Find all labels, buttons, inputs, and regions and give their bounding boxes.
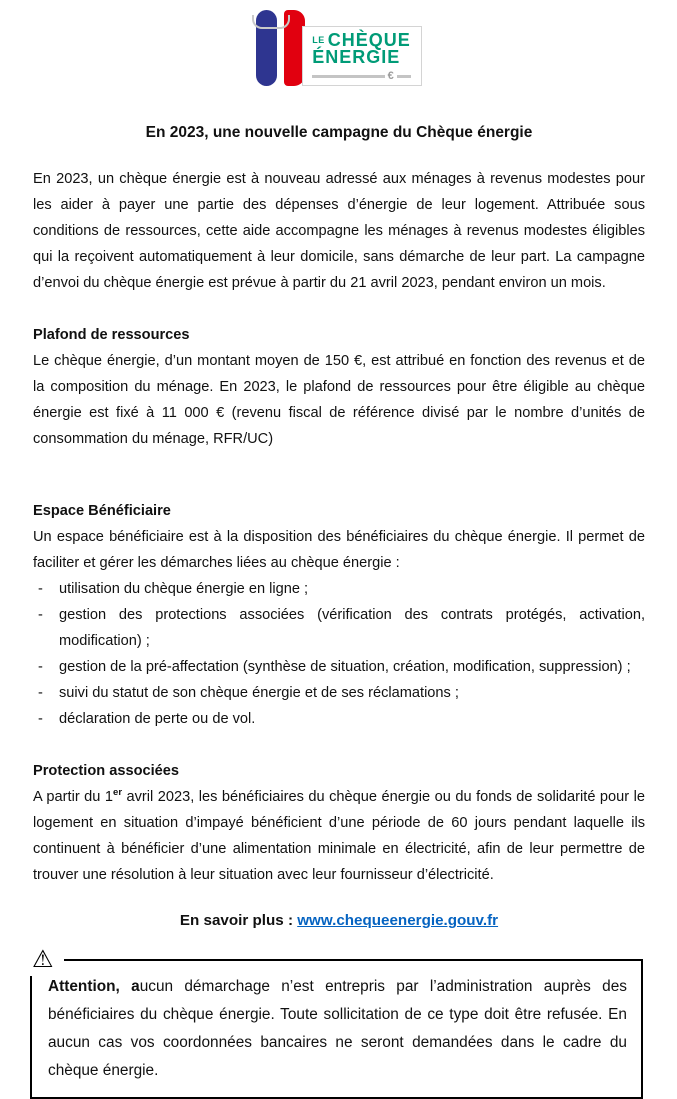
list-item-text: utilisation du chèque énergie en ligne ; bbox=[59, 581, 309, 597]
warning-bold-lead: Attention, a bbox=[48, 978, 140, 995]
plafond-paragraph: Le chèque énergie, d’un montant moyen de 150 €, est attribué en fonction des revenus et de la composition du ménage. En 2023, le plafond de ressources pour être éligible au chèque énergie est fixé à 11 000 € (revenu fiscal de référence divisé par le nombre d’unités de consommation du ménage, RFR/UC) bbox=[33, 353, 645, 447]
chequeenergie-link[interactable]: www.chequeenergie.gouv.fr bbox=[297, 912, 499, 929]
protection-paragraph bbox=[33, 784, 645, 888]
logo-rule-right bbox=[397, 75, 411, 78]
ordinal-superscript: er bbox=[113, 787, 123, 799]
intro-paragraph: En 2023, un chèque énergie est à nouveau adressé aux ménages à revenus modestes pour les aider à payer une partie des dépenses d’énergie de leur logement. Attribuée sous conditions de ressources, cette aide accompagne les ménages à revenus modestes éligibles qui la reçoivent automatiquement à leur domicile, sans démarche de leur part. La campagne d’envoi du chèque énergie est prévue à partir du 21 avril 2023, pendant environ un mois. bbox=[33, 171, 645, 291]
logo-energie-text: ÉNERGIE bbox=[312, 47, 401, 67]
protection-text-rest: avril 2023, les bénéficiaires du chèque énergie ou du fonds de solidarité pour le logement en situation d’impayé bénéficient d’une période de 60 jours pendant laquelle ils continuent à bénéficier d’une alimentation minimale en électricité, afin de leur permettre de trouver une résolution à leur situation avec leur fournisseur d’électricité. bbox=[33, 789, 646, 883]
logo-label-card bbox=[302, 26, 422, 86]
list-item bbox=[33, 706, 645, 732]
warning-triangle-icon: ⚠ bbox=[27, 946, 64, 976]
espace-paragraph: Un espace bénéficiaire est à la disposition des bénéficiaires du chèque énergie. Il permet de faciliter et gérer les démarches liées au chèque énergie : bbox=[33, 529, 645, 571]
dash-bullet: - bbox=[38, 659, 43, 675]
heading-protection-associees: Protection associées bbox=[33, 763, 180, 779]
logo-rule-left bbox=[312, 75, 384, 78]
heading-plafond-de-ressources: Plafond de ressources bbox=[33, 327, 190, 343]
heading-espace-beneficiaire: Espace Bénéficiaire bbox=[33, 503, 171, 519]
more-info-line bbox=[33, 912, 645, 929]
logo-cheque-text: CHÈQUE bbox=[327, 30, 411, 50]
warning-text bbox=[48, 978, 627, 1079]
page-title: En 2023, une nouvelle campagne du Chèque énergie bbox=[145, 124, 533, 141]
warning-box bbox=[30, 946, 643, 1099]
dash-bullet: - bbox=[38, 607, 43, 623]
list-item-text: gestion de la pré-affectation (synthèse de situation, création, modification, suppression) ; bbox=[59, 659, 631, 675]
logo-le-text: LE bbox=[312, 35, 325, 45]
logo-page-curl-icon bbox=[252, 15, 290, 29]
list-item-text: gestion des protections associées (vérification des contrats protégés, activation, modification) ; bbox=[59, 607, 645, 649]
dash-bullet: - bbox=[38, 685, 43, 701]
list-item bbox=[33, 680, 645, 706]
euro-icon: € bbox=[387, 70, 394, 82]
list-item bbox=[33, 654, 645, 680]
logo-blue-bar-icon bbox=[256, 10, 277, 86]
list-item-text: suivi du statut de son chèque énergie et de ses réclamations ; bbox=[59, 685, 459, 701]
list-item bbox=[33, 602, 645, 654]
dash-bullet: - bbox=[38, 581, 43, 597]
warning-body: ucun démarchage n’est entrepris par l’administration auprès des bénéficiaires du chèque énergie. Toute sollicitation de ce type doit être refusée. En aucun cas vos coordonnées bancaires ne seront demandées dans le cadre du chèque énergie. bbox=[48, 978, 627, 1079]
espace-feature-list bbox=[33, 576, 645, 732]
more-info-label: En savoir plus : bbox=[179, 912, 298, 929]
protection-text-prefix: A partir du 1 bbox=[33, 789, 114, 805]
list-item-text: déclaration de perte ou de vol. bbox=[59, 711, 256, 727]
dash-bullet: - bbox=[38, 711, 43, 727]
list-item bbox=[33, 576, 645, 602]
cheque-energie-logo bbox=[256, 8, 422, 98]
